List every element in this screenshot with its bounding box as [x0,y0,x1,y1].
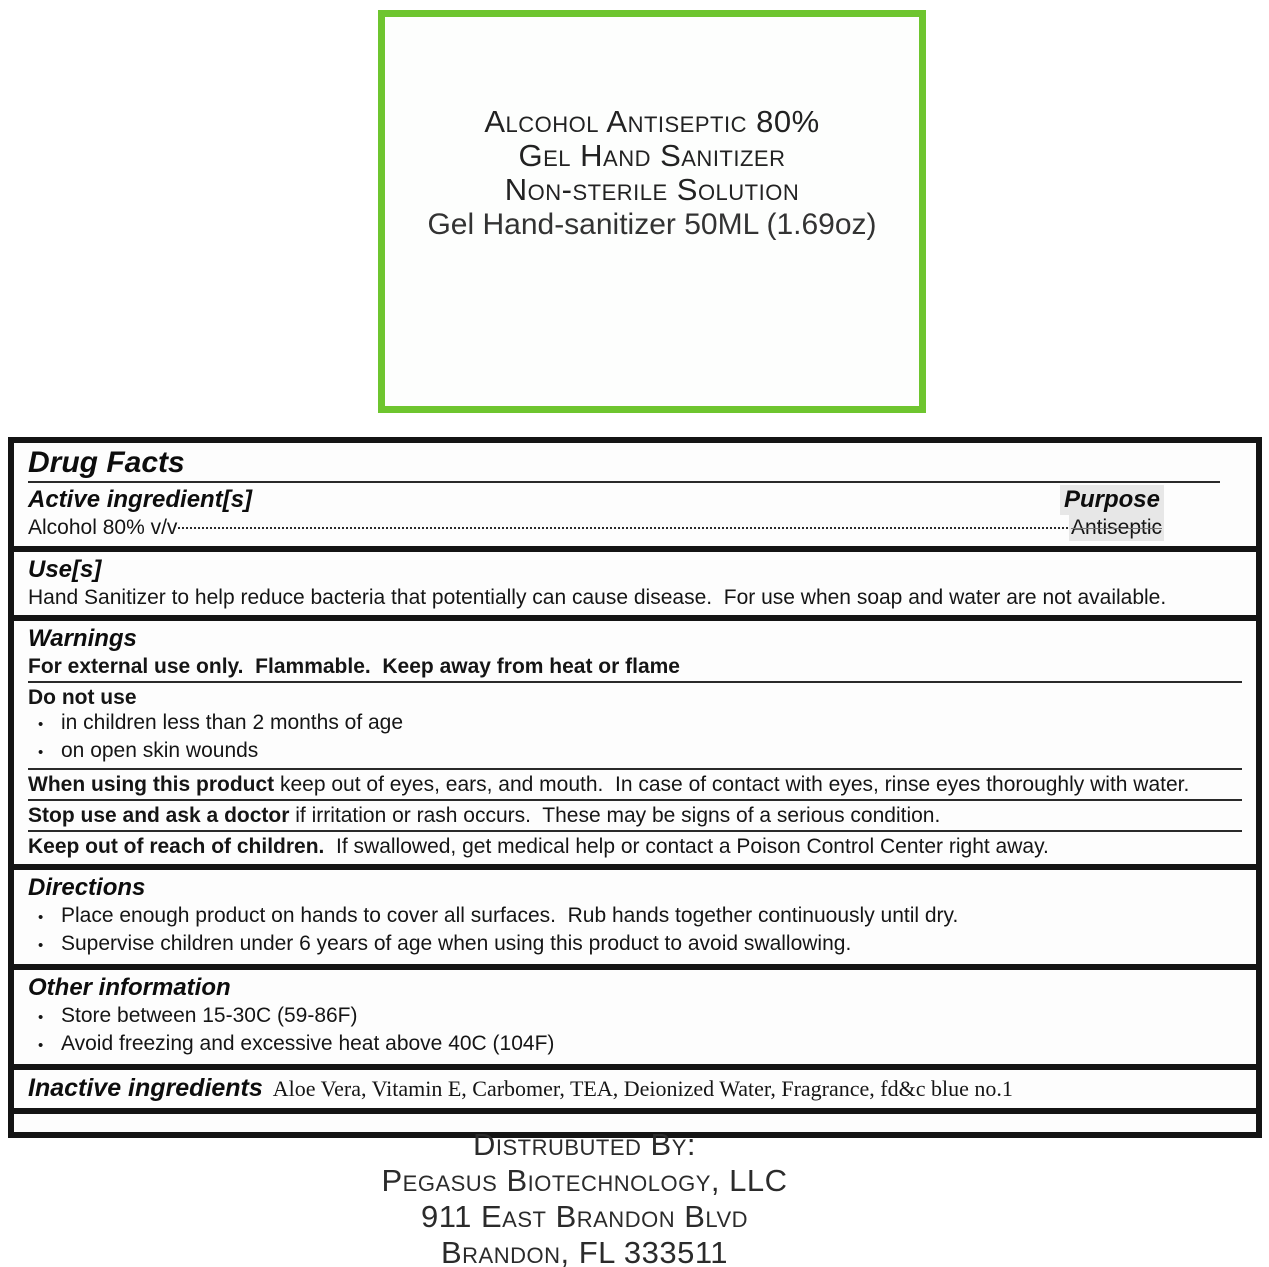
inactive-ingredients-row [28,1073,1242,1103]
drug-facts-title: Drug Facts [28,446,185,479]
do-not-use-bullet-2-text: on open skin wounds [61,739,259,762]
distributor-line-1: Distrubuted By: [472,1127,697,1162]
active-ingredient-header-row [28,485,1242,515]
distributor-line-2: Pegasus Biotechnology, LLC [381,1163,788,1198]
distributor-line-4: Brandon, FL 333511 [440,1235,729,1267]
bullet-icon: • [38,937,44,954]
when-using-text [28,772,1242,797]
divider-thin [28,830,1242,832]
bullet-icon: • [38,744,44,761]
stop-use-bold: Stop use and ask a doctor [28,804,290,827]
product-title-line-2: Gel Hand Sanitizer [518,138,786,173]
section-uses [14,546,1256,615]
product-title-line-3: Non-sterile Solution [504,172,800,207]
directions-bullet-2-text: Supervise children under 6 years of age when using this product to avoid swallowing. [61,932,852,955]
bullet-icon: • [38,909,44,926]
bullet-icon: • [38,716,44,733]
section-active-ingredients [14,443,1256,546]
directions-bullet-2 [28,931,1242,959]
product-size-line: Gel Hand-sanitizer 50ML (1.69oz) [427,208,877,241]
active-ingredients-heading: Active ingredient[s] [28,486,253,513]
directions-bullet-1-text: Place enough product on hands to cover all surfaces. Rub hands together continuously until dry. [61,904,959,927]
other-info-bullet-2 [28,1031,1242,1059]
divider-thin [28,799,1242,801]
do-not-use-bullet-2 [28,738,1242,766]
directions-heading: Directions [28,874,146,901]
keep-out-text [28,834,1242,859]
directions-bullet-1 [28,903,1242,931]
do-not-use-label: Do not use [28,686,137,709]
product-box [378,10,926,413]
product-title-line-1: Alcohol Antiseptic 80% [484,104,820,139]
other-info-heading: Other information [28,974,231,1001]
active-ingredient-name: Alcohol 80% v/v [28,516,178,539]
dotted-leader [178,527,1068,529]
purpose-heading: Purpose [1060,485,1164,515]
other-info-bullet-1 [28,1003,1242,1031]
distributor-block [0,1127,1219,1267]
purpose-value: Antiseptic [1070,516,1162,539]
when-using-rest: keep out of eyes, ears, and mouth. In case of contact with eyes, rinse eyes thoroughly with water. [274,773,1190,796]
section-directions [14,864,1256,964]
divider-thin [28,768,1242,770]
section-inactive-ingredients [14,1064,1256,1108]
inactive-heading: Inactive ingredients [28,1074,263,1102]
stop-use-text [28,803,1242,828]
flammable-warning: For external use only. Flammable. Keep away from heat or flame [28,655,680,678]
uses-heading: Use[s] [28,556,102,583]
section-other-information [14,964,1256,1064]
stop-use-rest: if irritation or rash occurs. These may be signs of a serious condition. [289,804,941,827]
when-using-bold: When using this product [28,773,275,796]
warnings-heading: Warnings [28,625,137,652]
keep-out-rest: If swallowed, get medical help or contact a Poison Control Center right away. [324,835,1049,858]
bullet-icon: • [38,1009,44,1026]
other-info-bullet-2-text: Avoid freezing and excessive heat above 40C (104F) [61,1032,555,1055]
section-warnings [14,615,1256,864]
other-info-bullet-1-text: Store between 15-30C (59-86F) [61,1004,358,1027]
distributor-line-3: 911 East Brandon Blvd [420,1199,749,1234]
keep-out-bold: Keep out of reach of children. [28,835,325,858]
inactive-list: Aloe Vera, Vitamin E, Carbomer, TEA, Deionized Water, Fragrance, fd&c blue no.1 [272,1076,1013,1101]
uses-text: Hand Sanitizer to help reduce bacteria that potentially can cause disease. For use when soap and water are not available. [28,586,1167,609]
divider-thin [28,481,1220,483]
active-ingredient-row [28,515,1242,541]
drug-facts-panel [8,437,1262,1138]
bullet-icon: • [38,1037,44,1054]
divider-thin [28,681,1242,683]
do-not-use-bullet-1-text: in children less than 2 months of age [61,711,404,734]
do-not-use-bullet-1 [28,710,1242,738]
